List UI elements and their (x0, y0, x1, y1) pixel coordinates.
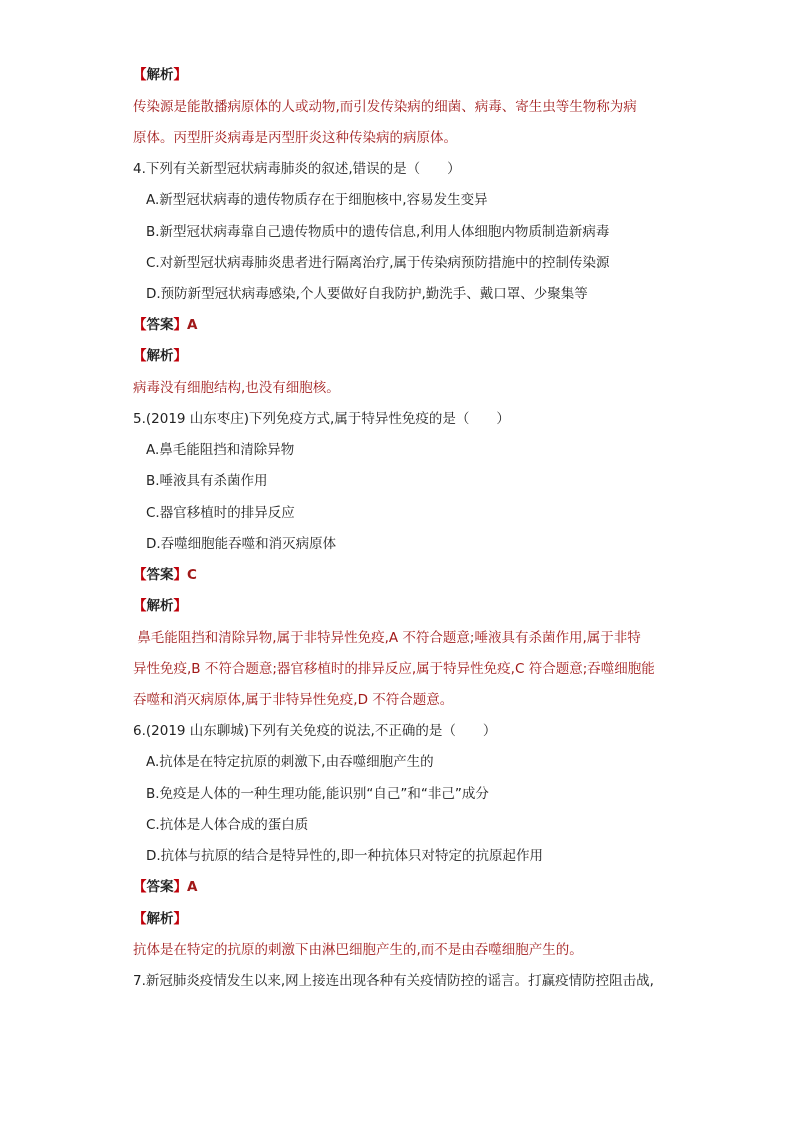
option-b: B.唾液具有杀菌作用 (146, 473, 268, 489)
analysis-heading: 【解析】 (133, 67, 187, 83)
question-stem: 6.(2019 山东聊城)下列有关免疫的说法,不正确的是（ ） (133, 723, 497, 739)
question-stem: 5.(2019 山东枣庄)下列免疫方式,属于特异性免疫的是（ ） (133, 411, 510, 427)
option-d: D.抗体与抗原的结合是特异性的,即一种抗体只对特定的抗原起作用 (146, 848, 543, 864)
option-a: A.抗体是在特定抗原的刺激下,由吞噬细胞产生的 (146, 754, 434, 770)
question-stem: 7.新冠肺炎疫情发生以来,网上接连出现各种有关疫情防控的谣言。打赢疫情防控阻击战, (133, 973, 654, 989)
question-stem: 4.下列有关新型冠状病毒肺炎的叙述,错误的是（ ） (133, 161, 461, 177)
option-b: B.免疫是人体的一种生理功能,能识别“自己”和“非己”成分 (146, 786, 489, 802)
option-b: B.新型冠状病毒靠自己遗传物质中的遗传信息,利用人体细胞内物质制造新病毒 (146, 224, 610, 240)
option-d: D.预防新型冠状病毒感染,个人要做好自我防护,勤洗手、戴口罩、少聚集等 (146, 286, 588, 302)
analysis-text-line: 抗体是在特定的抗原的刺激下由淋巴细胞产生的,而不是由吞噬细胞产生的。 (133, 942, 583, 958)
analysis-heading: 【解析】 (133, 348, 187, 364)
answer-value: A (187, 317, 198, 333)
answer-line: 【答案】A (133, 879, 198, 895)
option-a: A.鼻毛能阻挡和清除异物 (146, 442, 295, 458)
analysis-heading: 【解析】 (133, 911, 187, 927)
answer-line: 【答案】A (133, 317, 198, 333)
option-a: A.新型冠状病毒的遗传物质存在于细胞核中,容易发生变异 (146, 192, 488, 208)
analysis-text-line: 原体。丙型肝炎病毒是丙型肝炎这种传染病的病原体。 (133, 130, 457, 146)
analysis-text-line: 病毒没有细胞结构,也没有细胞核。 (133, 380, 340, 396)
answer-value: A (187, 879, 198, 895)
answer-line: 【答案】C (133, 567, 197, 583)
analysis-text-line: 传染源是能散播病原体的人或动物,而引发传染病的细菌、病毒、寄生虫等生物称为病 (133, 99, 637, 115)
option-c: C.器官移植时的排异反应 (146, 505, 295, 521)
option-c: C.抗体是人体合成的蛋白质 (146, 817, 309, 833)
analysis-text-line: 鼻毛能阻挡和清除异物,属于非特异性免疫,A 不符合题意;唾液具有杀菌作用,属于非特 (133, 630, 641, 646)
analysis-text-line: 异性免疫,B 不符合题意;器官移植时的排异反应,属于特异性免疫,C 符合题意;吞噬细胞能 (133, 661, 655, 677)
option-d: D.吞噬细胞能吞噬和消灭病原体 (146, 536, 337, 552)
answer-value: C (187, 567, 197, 583)
analysis-text-line: 吞噬和消灭病原体,属于非特异性免疫,D 不符合题意。 (133, 692, 454, 708)
option-c: C.对新型冠状病毒肺炎患者进行隔离治疗,属于传染病预防措施中的控制传染源 (146, 255, 610, 271)
analysis-heading: 【解析】 (133, 598, 187, 614)
